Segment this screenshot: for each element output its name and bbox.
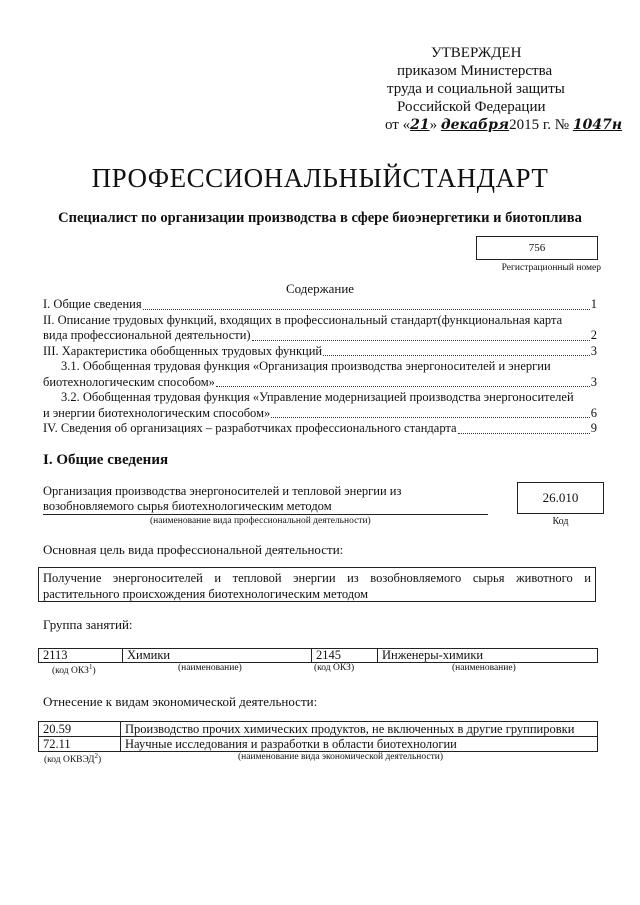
activity-caption: (наименование вида профессиональной деятельности) [150,516,371,526]
toc-item-label: 3.1. Обобщенная трудовая функция «Организация производства энергоносителей и энергии [61,359,551,373]
toc-item-page: 3 [590,343,597,358]
toc-item-page: 2 [590,328,597,342]
okz-name: Инженеры-химики [378,649,598,663]
okved-table [38,721,598,752]
okz-code: 2145 [312,649,378,663]
toc-item[interactable] [43,359,597,390]
approval-block [385,44,625,134]
activity-name [43,484,488,514]
okved-code: 20.59 [39,722,121,737]
toc-leader [323,355,590,356]
toc-item-page: 9 [590,421,597,435]
okved-label: Отнесение к видам экономической деятельности: [43,694,318,709]
okved-caption-code: (код ОКВЭД$^2$) [44,752,102,766]
group-label: Группа занятий: [43,617,133,632]
table-row [39,722,598,737]
date-day: 21 [410,117,430,133]
document-subtitle: Специалист по организации производства в сфере биоэнергетики и биотоплива [58,210,582,226]
date-month: декабря [440,117,510,133]
date-prefix: от « [385,117,411,133]
toc-item-label-cont: биотехнологическим способом» [43,374,215,389]
approval-line-ministry: приказом Министерства [397,63,553,79]
activity-underline [43,514,488,515]
okz-caption-code: (код ОКЗ) [314,663,355,673]
approval-date-line [385,116,625,134]
toc-leader [252,340,590,341]
toc-item-label: II. Описание трудовых функций, входящих в профессиональный стандарт(функциональная карта [43,312,563,327]
okz-caption-name: (наименование) [452,663,516,673]
table-row [39,737,598,752]
toc-item-label: 3.2. Обобщенная трудовая функция «Управление модернизацией производства энергоносителей [61,390,574,404]
toc-item[interactable] [43,390,597,421]
okved-name: Научные исследования и разработки в области биотехнологии [121,737,598,752]
approval-title: УТВЕРЖДЕН [431,45,522,61]
activity-name-line: возобновляемого сырья биотехнологическим методом [43,499,332,513]
okved-name: Производство прочих химических продуктов, не включенных в другие группировки [121,722,598,737]
goal-text-box: Получение энергоносителей и тепловой энергии из возобновляемого сырья животного и растительного происхождения биотехнологическим методом [38,567,596,602]
toc-item-label: IV. Сведения об организациях – разработчиках профессионального стандарта [43,421,457,435]
date-mid: » [429,117,441,133]
toc-leader [271,417,590,418]
okz-code: 2113 [39,649,123,663]
toc-item-page: 6 [590,405,597,420]
toc-item-label: III. Характеристика обобщенных трудовых функций [43,343,323,358]
toc-item-label: I. Общие сведения [43,297,142,311]
okved-caption-name: (наименование вида экономической деятельности) [238,752,443,762]
okz-caption-name: (наименование) [178,663,242,673]
approval-line-federation: Российской Федерации [397,99,546,115]
toc-leader [216,386,590,387]
registration-caption: Регистрационный номер [501,263,601,273]
toc-leader [458,433,590,434]
section-heading: I. Общие сведения [43,452,169,468]
okz-name: Химики [123,649,312,663]
registration-number-box: 756 [476,236,598,260]
toc-item-label-cont: вида профессиональной деятельности) [43,328,251,342]
activity-code-caption: Код [552,516,569,527]
toc-item[interactable] [43,344,597,360]
okz-caption-code: (код ОКЗ$^1$) [52,663,96,677]
activity-code-box: 26.010 [517,482,604,514]
table-of-contents [43,297,597,437]
toc-item-page: 1 [590,297,597,311]
document-title: ПРОФЕССИОНАЛЬНЫЙСТАНДАРТ [91,163,549,193]
goal-label: Основная цель вида профессиональной деятельности: [43,542,344,557]
table-row [39,649,598,663]
toc-item[interactable] [43,421,597,437]
toc-leader [143,309,590,310]
toc-item[interactable] [43,313,597,344]
date-year: 2015 г. № [509,117,570,133]
toc-item-page: 3 [590,374,597,389]
approval-line-labor: труда и социальной защиты [387,81,565,97]
okved-code: 72.11 [39,737,121,752]
okz-table [38,648,598,663]
toc-item[interactable] [43,297,597,313]
toc-item-label-cont: и энергии биотехнологическим способом» [43,405,271,420]
toc-heading: Содержание [285,281,355,296]
activity-name-line: Организация производства энергоносителей и тепловой энергии из [43,484,402,498]
order-number: 1047н [572,117,623,133]
